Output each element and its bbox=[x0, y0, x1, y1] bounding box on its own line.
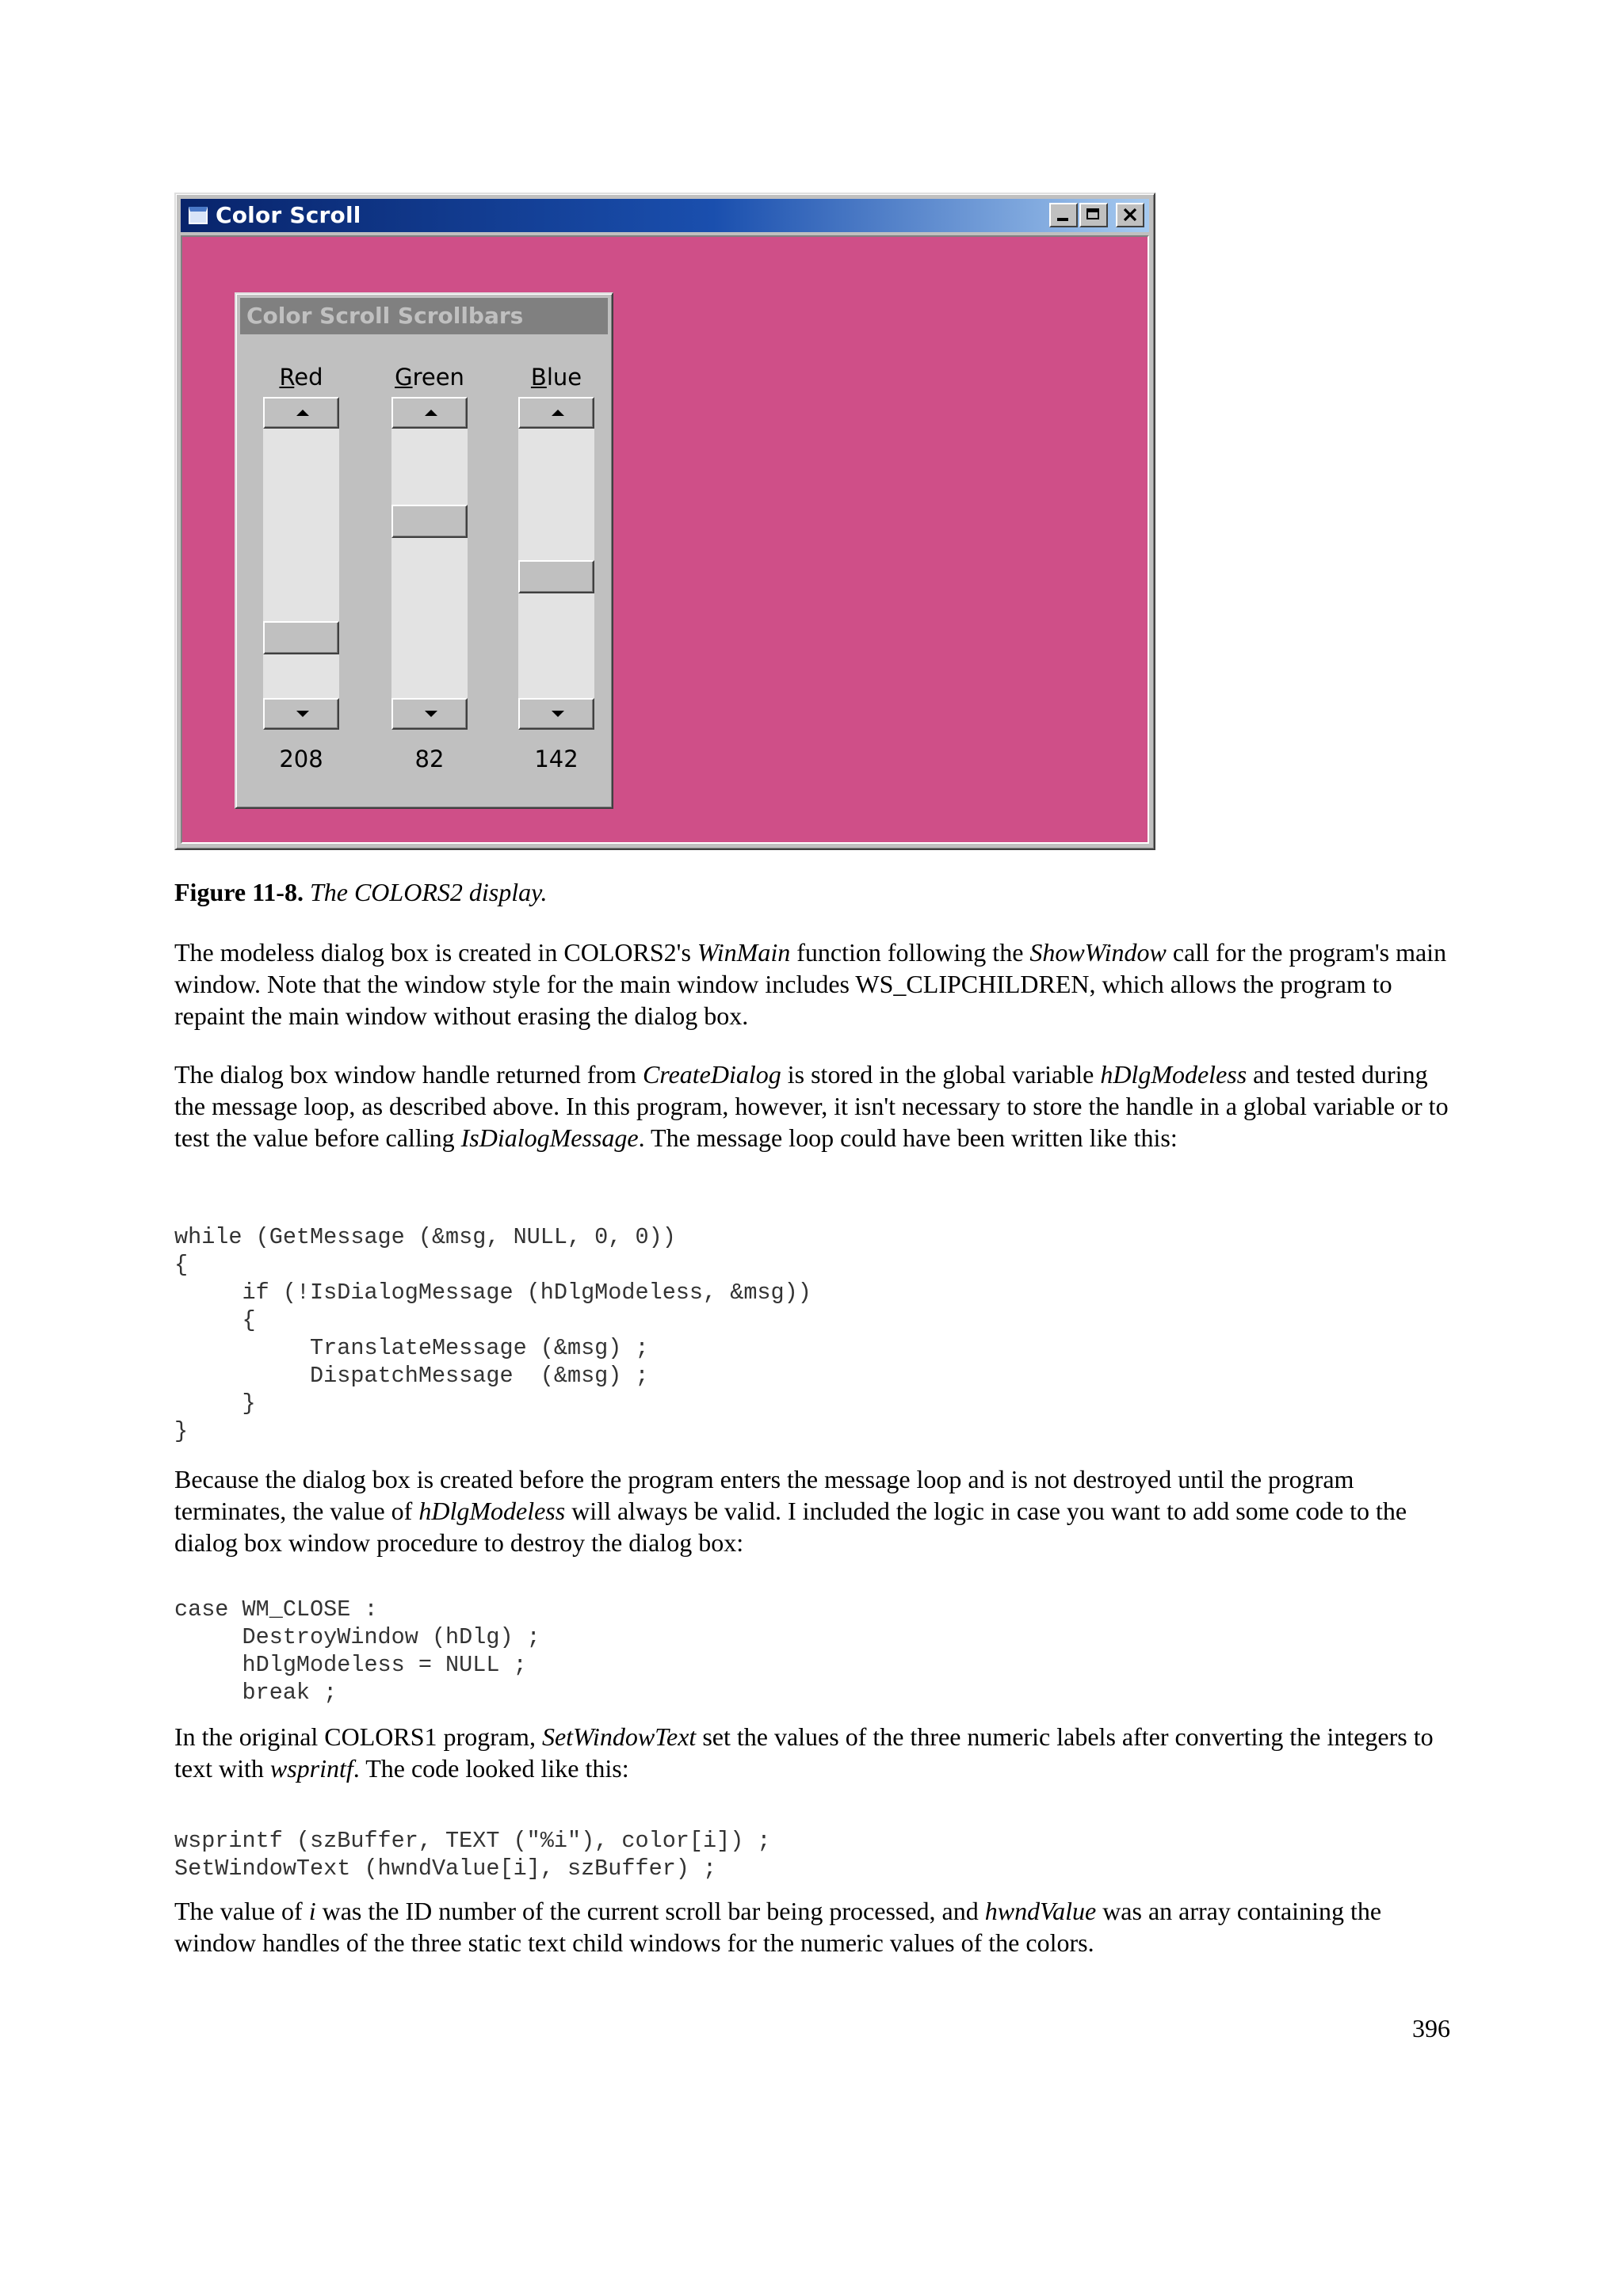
arrow-up-icon bbox=[550, 408, 566, 418]
app-window-icon[interactable] bbox=[189, 207, 208, 224]
blue-scroll-thumb[interactable] bbox=[518, 560, 594, 593]
arrow-down-icon bbox=[423, 709, 439, 719]
minimize-icon[interactable] bbox=[1049, 203, 1078, 227]
red-scrollbar[interactable] bbox=[263, 397, 339, 730]
green-value: 82 bbox=[414, 746, 445, 772]
color-scroll-window bbox=[174, 193, 1155, 850]
blue-scroll-down-button[interactable] bbox=[518, 698, 594, 730]
color-scroll-dialog bbox=[235, 292, 613, 809]
close-icon[interactable] bbox=[1116, 203, 1144, 227]
arrow-up-icon bbox=[423, 408, 439, 418]
page-number: 396 bbox=[1412, 2014, 1450, 2042]
window-titlebar[interactable] bbox=[181, 199, 1149, 232]
green-scroll-thumb[interactable] bbox=[391, 505, 468, 538]
paragraph: The modeless dialog box is created in COLORS2's WinMain function following the ShowWindow call for the program's main window. Note that the window style for the main window includes WS_CLIPCHILDREN, which allows the program to repaint the main window without erasing the dialog box. bbox=[174, 938, 1447, 1030]
red-label: Red bbox=[279, 364, 323, 391]
dialog-titlebar[interactable] bbox=[240, 298, 608, 334]
paragraph: The dialog box window handle returned from CreateDialog is stored in the global variable hDlgModeless and tested during the message loop, as described above. In this program, however, it isn't necessary to store the handle in a global variable or to test the value before calling IsDialogMessage. The message loop could have been written like this: bbox=[174, 1060, 1449, 1152]
red-value: 208 bbox=[279, 746, 323, 772]
code-block-message-loop: while (GetMessage (&msg, NULL, 0, 0)) { if (!IsDialogMessage (hDlgModeless, &msg)) { TranslateMessage (&msg) ; DispatchMessage (&msg) ; } } bbox=[174, 1224, 812, 1444]
green-scrollbar[interactable] bbox=[391, 397, 468, 730]
figure-label: Figure 11-8. bbox=[174, 878, 304, 906]
green-scroll-up-button[interactable] bbox=[391, 397, 468, 429]
paragraph: In the original COLORS1 program, SetWindowText set the values of the three numeric labels after converting the integers to text with wsprintf. The code looked like this: bbox=[174, 1722, 1434, 1783]
figure-title: The COLORS2 display. bbox=[309, 878, 548, 906]
blue-label: Blue bbox=[530, 364, 582, 391]
dialog-title: Color Scroll Scrollbars bbox=[246, 303, 524, 329]
window-title: Color Scroll bbox=[216, 202, 361, 228]
arrow-up-icon bbox=[295, 408, 311, 418]
paragraph: The value of i was the ID number of the current scroll bar being processed, and hwndValue was an array containing the window handles of the three static text child windows for the numeric values of the colors. bbox=[174, 1897, 1382, 1957]
window-client-area bbox=[181, 235, 1149, 844]
code-block-wm-close: case WM_CLOSE : DestroyWindow (hDlg) ; hDlgModeless = NULL ; break ; bbox=[174, 1596, 540, 1706]
red-scroll-up-button[interactable] bbox=[263, 397, 339, 429]
maximize-icon[interactable] bbox=[1079, 203, 1108, 227]
blue-scroll-up-button[interactable] bbox=[518, 397, 594, 429]
code-block-wsprintf: wsprintf (szBuffer, TEXT ("%i"), color[i]) ; SetWindowText (hwndValue[i], szBuffer) ; bbox=[174, 1828, 771, 1882]
figure-caption bbox=[174, 876, 1450, 908]
paragraph: Because the dialog box is created before the program enters the message loop and is not destroyed until the program terminates, the value of hDlgModeless will always be valid. I included the logic in case you want to add some code to the dialog box window procedure to destroy the dialog box: bbox=[174, 1465, 1407, 1557]
red-scroll-thumb[interactable] bbox=[263, 621, 339, 654]
blue-scrollbar[interactable] bbox=[518, 397, 594, 730]
green-label: Green bbox=[395, 364, 464, 391]
arrow-down-icon bbox=[550, 709, 566, 719]
arrow-down-icon bbox=[295, 709, 311, 719]
green-scroll-down-button[interactable] bbox=[391, 698, 468, 730]
red-scroll-down-button[interactable] bbox=[263, 698, 339, 730]
blue-value: 142 bbox=[534, 746, 579, 772]
